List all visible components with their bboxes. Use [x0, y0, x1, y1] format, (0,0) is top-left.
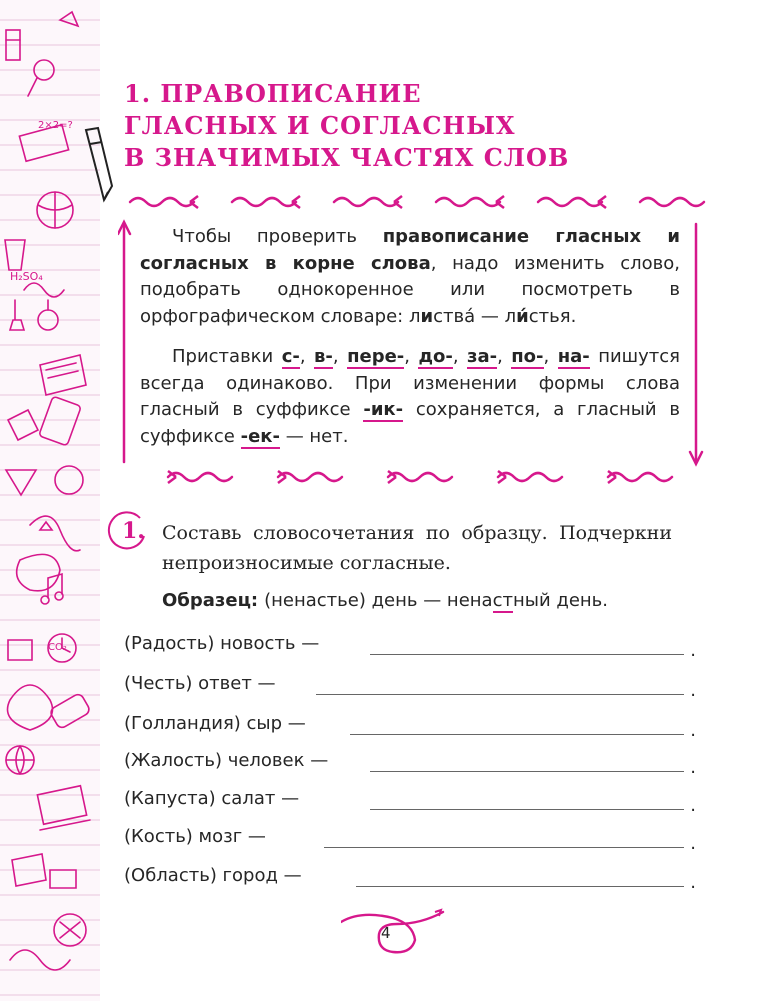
title-line-3: В ЗНАЧИМЫХ ЧАСТЯХ СЛОВ: [124, 143, 570, 172]
example-vowel: и́: [516, 305, 529, 327]
row-prompt: (Капуста) салат —: [124, 788, 300, 809]
answer-line[interactable]: [370, 654, 684, 655]
exercise-task: Составь словосочетания по образцу. Подчеркни непроизносимые согласные.: [162, 522, 672, 574]
sample-label: Образец:: [162, 590, 259, 611]
example-word-part: л: [504, 305, 517, 327]
exercise-row: [124, 750, 704, 780]
svg-text:H₂SO₄: H₂SO₄: [10, 270, 43, 283]
rule-text-segment: , надо изменить слово, подобрать однокоренное или посмотреть в орфографическом словаре:: [140, 252, 680, 327]
row-prompt: (Кость) мозг —: [124, 826, 266, 847]
sample-text: ный день.: [512, 590, 608, 611]
rule-bold-phrase: правописание гласных и согласных в корне слова: [140, 226, 680, 274]
row-end-dot: .: [690, 795, 696, 816]
row-end-dot: .: [690, 872, 696, 893]
example-word-part: стья.: [528, 305, 577, 327]
rule-text-segment: пишутся всегда одинаково. При изменении формы слова гласный в суффиксе: [140, 346, 681, 420]
rule-text-segment: Приставки: [172, 346, 282, 367]
rule-paragraph-1: [140, 224, 680, 330]
rule-text: [140, 224, 680, 450]
row-prompt: (Голландия) сыр —: [124, 713, 306, 734]
page-number-badge: [371, 916, 411, 956]
row-end-dot: .: [690, 757, 696, 778]
sample-text: (ненастье) день — нена: [264, 590, 493, 611]
prefix-item: за-: [467, 346, 498, 367]
title-line-1: 1. ПРАВОПИСАНИЕ: [124, 79, 422, 108]
prefix-item: пере-: [347, 346, 405, 367]
row-end-dot: .: [690, 680, 696, 701]
row-prompt: (Честь) ответ —: [124, 673, 276, 694]
row-prompt: (Область) город —: [124, 865, 302, 886]
exercise-row: [124, 788, 704, 818]
pencil-icon: [80, 126, 120, 206]
prefix-item: на-: [557, 346, 590, 367]
svg-text:CO₂: CO₂: [48, 642, 67, 653]
exercise-row: [124, 713, 704, 743]
exercise-row: [124, 865, 704, 895]
sample-underlined-letters: ст: [492, 590, 513, 611]
svg-text:2×2=?: 2×2=?: [38, 120, 73, 131]
answer-line[interactable]: [370, 809, 684, 810]
exercise-number-badge: [112, 512, 152, 552]
exercise-number: 1.: [122, 518, 145, 544]
rule-text-segment: — нет.: [279, 425, 349, 447]
row-prompt: (Жалость) человек —: [124, 750, 329, 771]
answer-line[interactable]: [316, 694, 684, 695]
answer-line[interactable]: [370, 771, 684, 772]
prefix-item: по-: [511, 346, 544, 367]
suffix-item: -ик-: [363, 399, 404, 420]
exercise-sample: [162, 590, 608, 611]
example-word-part: л: [408, 305, 421, 327]
page-number: 4: [381, 924, 391, 942]
page-swirl-icon: [341, 908, 451, 954]
example-vowel: и: [420, 305, 434, 327]
rule-dash: —: [475, 305, 505, 327]
exercise-row: [124, 826, 704, 856]
row-end-dot: .: [690, 833, 696, 854]
row-end-dot: .: [690, 640, 696, 661]
exercise-row: [124, 633, 704, 663]
rule-paragraph-2: Приставки с-, в-, пере-, до-, за-, по-, на- пишутся всегда одинаково. При изменении формы слова гласный в суффиксе -ик- сохраняется, а гласный в суффиксе -ек- — нет.: [140, 346, 681, 447]
prefix-item: с-: [281, 346, 300, 367]
prefix-item: в-: [314, 346, 333, 367]
prefix-item: до-: [418, 346, 453, 367]
example-word-part: ства́: [433, 305, 476, 327]
exercise-row: [124, 673, 704, 703]
suffix-item: -ек-: [240, 425, 280, 447]
title-line-2: ГЛАСНЫХ И СОГЛАСНЫХ: [124, 111, 516, 140]
row-end-dot: .: [690, 720, 696, 741]
answer-line[interactable]: [324, 847, 684, 848]
rule-text-segment: сохраняется, а гласный в суффиксе: [140, 399, 680, 447]
answer-line[interactable]: [356, 886, 684, 887]
section-title: [124, 78, 569, 174]
row-prompt: (Радость) новость —: [124, 633, 320, 654]
answer-line[interactable]: [350, 734, 684, 735]
rule-text-segment: Чтобы проверить: [172, 226, 383, 247]
